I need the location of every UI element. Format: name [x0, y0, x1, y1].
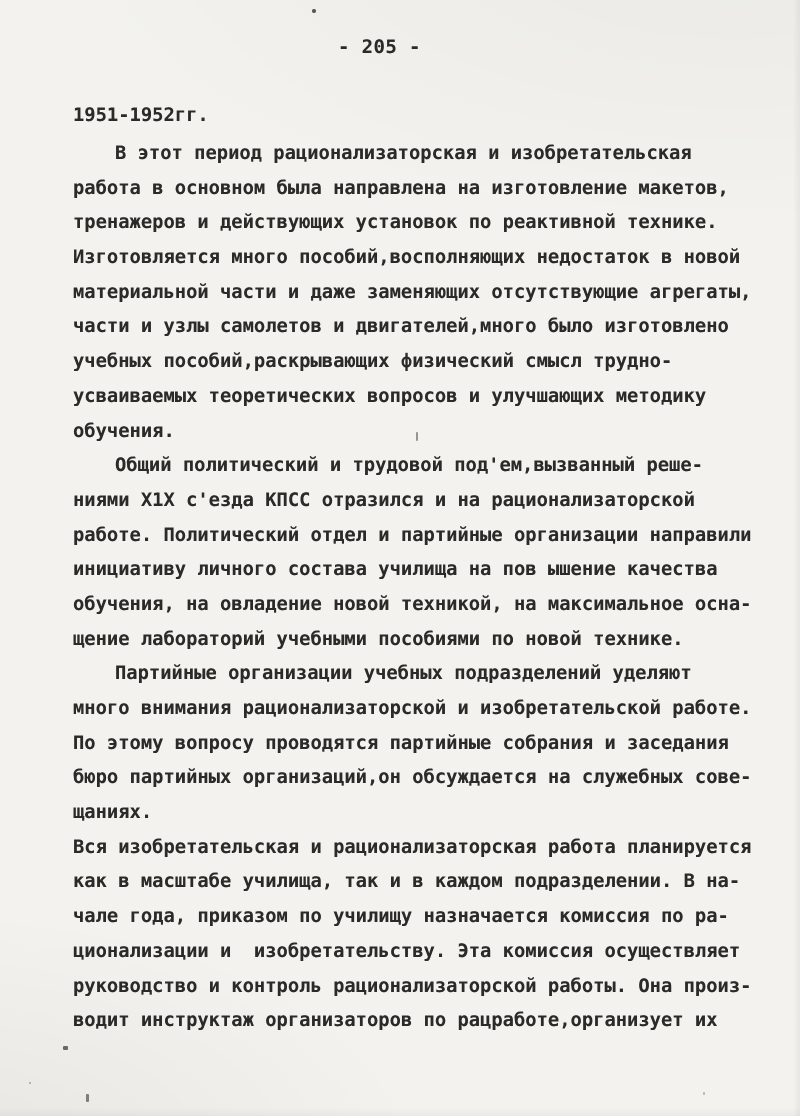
text-line: обучения.	[73, 420, 175, 442]
text-line: водит инструктаж организаторов по рацработе,организует их	[73, 1010, 718, 1032]
text-line: бюро партийных организаций,он обсуждается на служебных сове-	[73, 767, 752, 789]
ink-speck	[416, 432, 418, 441]
date-heading: 1951-1952гг.	[73, 105, 209, 126]
text-line: материальной части и даже заменяющих отсутствующие агрегаты,	[73, 281, 752, 303]
text-line: Изготовляется много пособий,восполняющих недостаток в новой	[73, 247, 741, 269]
text-line: щение лабораторий учебными пособиями по новой технике.	[73, 628, 684, 650]
text-line: В этот период рационализаторская и изобретательская	[115, 143, 692, 164]
text-line: много внимания рационализаторской и изобретательской работе.	[73, 698, 752, 719]
text-line: Партийные организации учебных подразделений уделяют	[115, 663, 692, 685]
text-line: щаниях.	[73, 802, 153, 824]
text-line: По этому вопросу проводятся партийные собрания и заседания	[73, 732, 729, 754]
body-text	[73, 137, 783, 1039]
text-line: Общий политический и трудовой под'ем,вызванный реше-	[115, 455, 703, 477]
text-line: части и узлы самолетов и двигателей,много было изготовлено	[73, 316, 729, 338]
text-line: тренажеров и действующих установок по реактивной технике.	[73, 212, 718, 234]
text-line: чале года, приказом по училищу назначается комиссия по ра-	[73, 906, 729, 928]
text-line: руководство и контроль рационализаторской работы. Она произ-	[73, 975, 752, 997]
text-line: как в масштабе училища, так и в каждом подразделении. В на-	[73, 871, 741, 893]
ink-speck	[63, 1046, 68, 1050]
ink-speck	[29, 1082, 31, 1084]
ink-speck	[703, 1092, 705, 1095]
text-line: работе. Политический отдел и партийные организации направили	[73, 524, 752, 546]
text-line: работа в основном была направлена на изготовление макетов,	[73, 177, 729, 199]
text-line: ниями Х1Х с'езда КПСС отразился и на рационализаторской	[73, 489, 695, 511]
text-line: усваиваемых теоретических вопросов и улучшающих методику	[73, 385, 707, 407]
text-line: Вся изобретательская и рационализаторская работа планируется	[73, 836, 752, 858]
text-line: ционализации и изобретательству. Эта комиссия осуществляет	[73, 940, 741, 962]
ink-speck	[86, 1094, 89, 1102]
text-line: обучения, на овладение новой техникой, на максимальное осна-	[73, 593, 752, 615]
page-number: - 205 -	[338, 36, 421, 58]
text-line: инициативу личного состава училища на пов ышение качества	[73, 559, 718, 581]
text-line: учебных пособий,раскрывающих физический смысл трудно-	[73, 351, 673, 373]
ink-speck	[312, 9, 316, 13]
